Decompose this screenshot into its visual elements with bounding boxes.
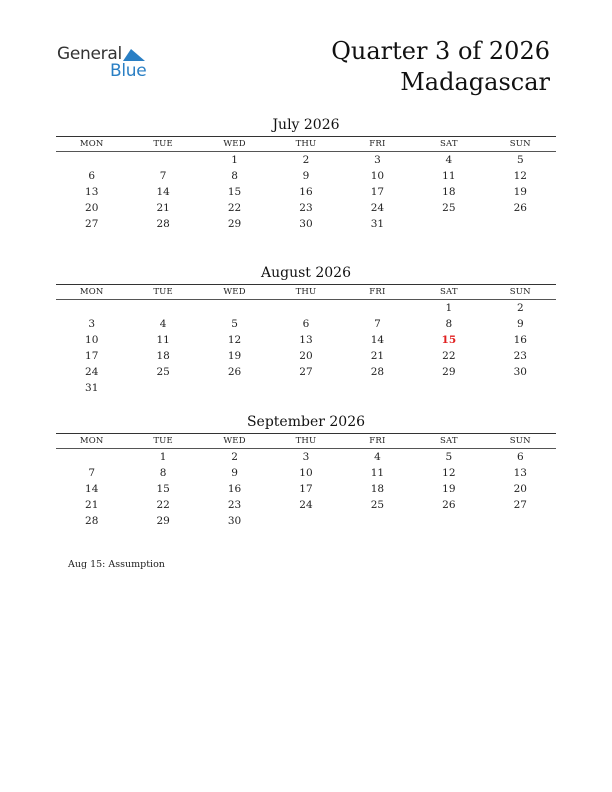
weekday-thu: THU bbox=[295, 139, 317, 149]
generalblue-logo bbox=[57, 44, 167, 84]
day-cell: 14 bbox=[370, 334, 385, 346]
day-cell: 31 bbox=[85, 382, 99, 394]
weekday-fri: FRI bbox=[369, 287, 386, 297]
day-cell: 16 bbox=[299, 186, 313, 198]
day-cell: 14 bbox=[85, 483, 99, 495]
month-title: July 2026 bbox=[272, 117, 340, 133]
day-cell: 16 bbox=[513, 334, 527, 346]
day-cell: 2 bbox=[302, 154, 310, 166]
weekday-tue: TUE bbox=[153, 436, 173, 446]
day-cell: 5 bbox=[516, 154, 524, 166]
day-cell: 3 bbox=[374, 154, 381, 166]
day-cell-empty bbox=[56, 152, 127, 168]
weekday-wed: WED bbox=[223, 436, 246, 446]
logo-text-general: General bbox=[57, 44, 122, 64]
day-cell: 12 bbox=[513, 170, 527, 182]
day-cell-empty bbox=[413, 513, 484, 529]
day-cell: 16 bbox=[227, 483, 242, 495]
day-cell: 23 bbox=[227, 499, 242, 511]
weekday-sun: SUN bbox=[509, 287, 531, 297]
weekday-mon: MON bbox=[79, 287, 104, 297]
day-cell: 19 bbox=[227, 350, 242, 362]
day-cell: 6 bbox=[516, 451, 524, 463]
day-cell: 29 bbox=[227, 218, 242, 230]
day-cell: 26 bbox=[513, 202, 527, 214]
day-cell: 24 bbox=[370, 202, 385, 214]
month-july bbox=[56, 116, 556, 232]
day-cell: 12 bbox=[227, 334, 242, 346]
day-cell: 13 bbox=[299, 334, 313, 346]
day-cell: 11 bbox=[442, 170, 456, 182]
day-cell: 18 bbox=[156, 350, 170, 362]
weekday-sat: SAT bbox=[439, 287, 458, 297]
day-cell-empty bbox=[56, 300, 127, 316]
day-cell: 8 bbox=[445, 318, 453, 330]
weekday-fri: FRI bbox=[369, 139, 386, 149]
weekday-thu: THU bbox=[295, 436, 317, 446]
day-grid bbox=[56, 152, 556, 232]
day-cell: 23 bbox=[299, 202, 313, 214]
day-cell: 11 bbox=[370, 467, 385, 479]
day-cell: 15 bbox=[156, 483, 170, 495]
day-cell: 28 bbox=[85, 515, 99, 527]
day-cell: 17 bbox=[299, 483, 313, 495]
day-cell-empty bbox=[270, 380, 341, 396]
weekday-sun: SUN bbox=[509, 139, 531, 149]
logo-text-blue: Blue bbox=[110, 61, 147, 81]
day-cell: 6 bbox=[88, 170, 96, 182]
day-cell: 2 bbox=[516, 302, 524, 314]
day-cell-empty bbox=[56, 449, 127, 465]
day-cell: 30 bbox=[227, 515, 242, 527]
day-cell: 2 bbox=[231, 451, 238, 463]
weekday-fri: FRI bbox=[369, 436, 386, 446]
day-cell: 8 bbox=[231, 170, 238, 182]
day-cell: 20 bbox=[85, 202, 99, 214]
day-cell: 25 bbox=[370, 499, 385, 511]
day-cell: 30 bbox=[513, 366, 527, 378]
day-cell: 28 bbox=[156, 218, 170, 230]
day-cell: 9 bbox=[516, 318, 524, 330]
page-title bbox=[331, 36, 550, 98]
day-cell: 14 bbox=[156, 186, 170, 198]
day-cell: 12 bbox=[442, 467, 456, 479]
day-cell: 30 bbox=[299, 218, 313, 230]
day-cell: 15 bbox=[227, 186, 242, 198]
day-cell: 10 bbox=[370, 170, 385, 182]
day-cell-empty bbox=[270, 300, 341, 316]
day-cell: 27 bbox=[513, 499, 527, 511]
day-cell: 21 bbox=[156, 202, 170, 214]
day-cell: 26 bbox=[227, 366, 242, 378]
day-cell: 1 bbox=[445, 302, 453, 314]
weekday-mon: MON bbox=[79, 139, 104, 149]
day-cell: 28 bbox=[370, 366, 385, 378]
day-cell-empty bbox=[413, 380, 484, 396]
day-cell-empty bbox=[127, 152, 198, 168]
day-cell: 27 bbox=[85, 218, 99, 230]
day-cell: 11 bbox=[156, 334, 170, 346]
month-august bbox=[56, 264, 556, 396]
weekday-header bbox=[56, 285, 556, 299]
day-cell: 25 bbox=[156, 366, 170, 378]
day-cell: 29 bbox=[156, 515, 170, 527]
day-cell-empty bbox=[199, 380, 270, 396]
day-cell: 10 bbox=[85, 334, 99, 346]
day-cell: 18 bbox=[370, 483, 385, 495]
day-cell: 29 bbox=[442, 366, 456, 378]
day-cell: 7 bbox=[159, 170, 167, 182]
quarter-title: Quarter 3 of 2026 bbox=[331, 37, 550, 65]
day-cell: 25 bbox=[442, 202, 456, 214]
day-cell: 19 bbox=[442, 483, 456, 495]
day-cell: 17 bbox=[370, 186, 385, 198]
day-cell: 20 bbox=[513, 483, 527, 495]
holiday-note: Aug 15: Assumption bbox=[68, 559, 165, 570]
day-cell-empty bbox=[127, 380, 198, 396]
day-cell: 7 bbox=[88, 467, 96, 479]
weekday-sun: SUN bbox=[509, 436, 531, 446]
day-cell: 22 bbox=[227, 202, 242, 214]
month-september bbox=[56, 413, 556, 529]
day-cell: 27 bbox=[299, 366, 313, 378]
weekday-header bbox=[56, 137, 556, 151]
day-cell: 4 bbox=[445, 154, 453, 166]
day-cell: 3 bbox=[302, 451, 310, 463]
day-cell-empty bbox=[485, 216, 556, 232]
day-cell: 3 bbox=[88, 318, 96, 330]
weekday-header bbox=[56, 434, 556, 448]
day-cell: 13 bbox=[85, 186, 99, 198]
day-cell-empty bbox=[199, 300, 270, 316]
day-cell: 31 bbox=[370, 218, 385, 230]
day-cell: 21 bbox=[85, 499, 99, 511]
day-cell-empty bbox=[413, 216, 484, 232]
day-cell: 24 bbox=[299, 499, 313, 511]
day-cell: 10 bbox=[299, 467, 313, 479]
day-cell-empty bbox=[127, 300, 198, 316]
day-cell: 23 bbox=[513, 350, 527, 362]
day-cell-holiday: 15 bbox=[441, 334, 457, 346]
weekday-thu: THU bbox=[295, 287, 317, 297]
day-cell: 9 bbox=[302, 170, 310, 182]
day-cell: 5 bbox=[231, 318, 238, 330]
day-cell: 24 bbox=[85, 366, 99, 378]
day-cell-empty bbox=[342, 300, 413, 316]
day-cell-empty bbox=[485, 513, 556, 529]
month-title: August 2026 bbox=[261, 265, 351, 281]
day-cell: 21 bbox=[370, 350, 385, 362]
day-grid bbox=[56, 449, 556, 529]
day-cell: 20 bbox=[299, 350, 313, 362]
day-cell: 1 bbox=[159, 451, 167, 463]
day-cell: 17 bbox=[85, 350, 99, 362]
month-title: September 2026 bbox=[246, 414, 366, 430]
day-cell-empty bbox=[342, 513, 413, 529]
weekday-sat: SAT bbox=[439, 139, 458, 149]
day-cell: 4 bbox=[159, 318, 167, 330]
day-cell: 8 bbox=[159, 467, 167, 479]
day-cell: 26 bbox=[442, 499, 456, 511]
weekday-tue: TUE bbox=[153, 287, 173, 297]
weekday-mon: MON bbox=[79, 436, 104, 446]
weekday-tue: TUE bbox=[153, 139, 173, 149]
day-cell: 9 bbox=[231, 467, 238, 479]
day-cell-empty bbox=[342, 380, 413, 396]
day-cell: 13 bbox=[513, 467, 527, 479]
day-cell: 22 bbox=[442, 350, 456, 362]
day-cell-empty bbox=[485, 380, 556, 396]
day-cell: 4 bbox=[374, 451, 381, 463]
weekday-wed: WED bbox=[223, 287, 246, 297]
country-title: Madagascar bbox=[400, 68, 550, 96]
day-cell: 6 bbox=[302, 318, 310, 330]
weekday-wed: WED bbox=[223, 139, 246, 149]
day-cell: 1 bbox=[231, 154, 238, 166]
day-cell: 19 bbox=[513, 186, 527, 198]
day-cell: 7 bbox=[374, 318, 381, 330]
day-grid bbox=[56, 300, 556, 396]
day-cell: 18 bbox=[442, 186, 456, 198]
day-cell-empty bbox=[270, 513, 341, 529]
day-cell: 22 bbox=[156, 499, 170, 511]
day-cell: 5 bbox=[445, 451, 453, 463]
weekday-sat: SAT bbox=[439, 436, 458, 446]
